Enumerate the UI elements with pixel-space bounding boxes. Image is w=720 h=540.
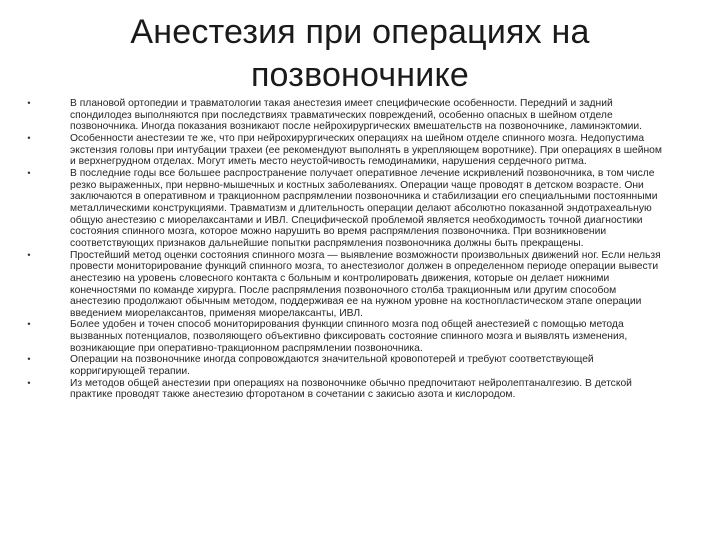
bullet-text: Из методов общей анестезии при операциях на позвоночнике обычно предпочитают нейролептаналгезию. В детской практике проводят также анестезию фторотаном в сочетании с закисью азота и кислородом.	[70, 377, 632, 401]
bullet-dot: •	[27, 98, 31, 108]
bullet-item	[24, 319, 664, 354]
slide-title: Анестезия при операциях на позвоночнике	[130, 13, 590, 94]
bullet-text: В последние годы все большее распространение получает оперативное лечение искривлений позвоночника, в том числе резко выраженных, при нервно-мышечных и костных заболеваниях. Операции чаще проводят в детском возрасте. Они заключаются в оперативном и тракционном распрямлении позвоночника и стабилизации его специальными постоянными металлическими конструкциями. Травматизм и длительность операции делают абсолютно показанной эндотрахеальную общую анестезию с миорелаксантами и ИВЛ. Специфической проблемой является необходимость точной диагностики состояния спинного мозга, которое можно нарушить во время распрямления позвоночника. При возникновении соответствующих признаков дальнейшие попытки распрямления позвоночника должны быть прекращены.	[70, 167, 658, 249]
bullet-item	[24, 168, 664, 250]
bullet-item	[24, 250, 664, 320]
bullet-list	[24, 98, 664, 401]
bullet-dot: •	[27, 249, 31, 260]
bullet-dot: •	[27, 354, 31, 365]
bullet-dot: •	[27, 167, 31, 178]
bullet-text: Особенности анестезии те же, что при нейрохирургических операциях на шейном отделе спинного мозга. Недопустима экстензия головы при интубации трахеи (ее рекомендуют выполнять в укрепляющем воротнике). При операциях в шейном и верхнегрудном отделах. Могут иметь место неустойчивость гемодинамики, нарушения сердечного ритма.	[70, 132, 662, 168]
bullet-item	[24, 378, 664, 401]
bullet-dot: •	[27, 319, 31, 330]
bullet-text: Операции на позвоночнике иногда сопровождаются значительной кровопотерей и требуют соответствующей корригирующей терапии.	[70, 354, 594, 378]
bullet-item	[24, 98, 664, 133]
bullet-dot: •	[27, 377, 31, 388]
bullet-text: Простейший метод оценки состояния спинного мозга — выявление возможности произвольных движений ног. Если нельзя провести мониторирование функций спинного мозга, то анестезиолог должен в определенном периоде операции вывести анестезию на уровень словесного контакта с больным и контролировать движения, которые он делает нижними конечностями по команде хирурга. После распрямления позвоночного столба тракционным или другим способом анестезию продолжают обычным методом, поддерживая ее на нужном уровне на костнопластическом этапе операции введением миорелаксантов, применяя миорелаксанты, ИВЛ.	[70, 249, 661, 319]
bullet-item	[24, 354, 664, 377]
bullet-text: В плановой ортопедии и травматологии такая анестезия имеет специфические особенности. Передний и задний спондилодез выполняются при последствиях травматических повреждений, особенно опасных в шейном отделе позвоночника. Иногда показания возникают после нейрохирургических вмешательств на позвоночнике, ламинэктомии.	[70, 98, 643, 133]
bullet-text: Более удобен и точен способ мониторирования функции спинного мозга под общей анестезией с помощью метода вызванных потенциалов, позволяющего объективно фиксировать состояние спинного мозга и выявлять изменения, возникающие при оперативно-тракционном распрямлении позвоночника.	[70, 319, 628, 354]
bullet-dot: •	[27, 132, 31, 143]
bullet-item	[24, 133, 664, 168]
